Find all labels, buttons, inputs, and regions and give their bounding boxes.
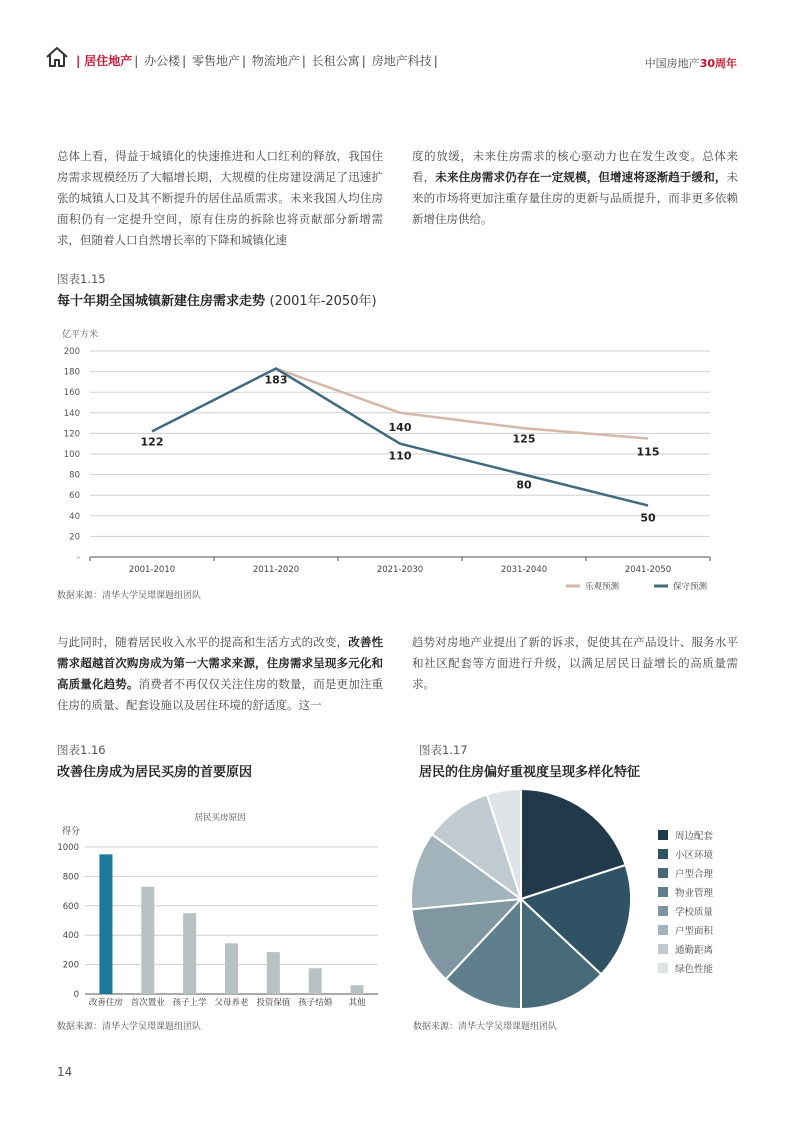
x-tick-label: 改善住房 <box>88 998 123 1008</box>
data-label: 183 <box>264 373 288 387</box>
legend-label: 户型面积 <box>675 925 714 937</box>
legend-item <box>658 882 713 901</box>
bar <box>99 854 112 994</box>
page-number: 14 <box>57 1065 73 1079</box>
y-tick-label: 1000 <box>57 843 79 853</box>
y-tick-label: 180 <box>63 367 80 378</box>
para1-col2-text-a: 度的放缓，未来住房需求的核心驱动力也在发生改变。总体来看， <box>412 149 738 184</box>
y-axis-label: 得分 <box>62 827 81 837</box>
fig116-source: 数据来源：清华大学吴璟课题组团队 <box>57 1022 202 1032</box>
home-icon[interactable] <box>45 45 69 69</box>
y-tick-label: 800 <box>62 872 79 883</box>
legend-label: 绿色性能 <box>675 963 714 975</box>
data-label: 50 <box>640 511 656 525</box>
para2-col1-text-b: 消费者不再仅仅关注住房的数量，而是更加注重住房的质量、配套设施以及居住环境的舒适度。这一 <box>57 677 384 712</box>
bar <box>309 968 322 994</box>
legend-label: 通勤距离 <box>675 944 714 956</box>
legend-label: 小区环境 <box>675 849 714 861</box>
y-tick-label: 40 <box>69 511 80 522</box>
y-tick-label: 200 <box>63 347 80 357</box>
x-tick-label: 2001-2010 <box>128 565 176 575</box>
para1-col2-text-b: 未来的市场将更加注重存量住房的更新与品质提升，而非更多依赖新增住房供给。 <box>412 170 738 226</box>
y-tick-label: 140 <box>63 408 80 419</box>
x-tick-label: 投资保值 <box>256 998 291 1008</box>
legend-swatch <box>658 963 668 973</box>
legend-swatch <box>658 944 668 954</box>
x-tick-label: 孩子上学 <box>172 998 207 1008</box>
legend-item <box>658 939 713 958</box>
anniversary-prefix: 中国房地产 <box>644 57 700 70</box>
x-tick-label: 其他 <box>348 998 366 1008</box>
pie-legend <box>658 825 713 977</box>
fig115-title <box>57 290 377 309</box>
legend-label: 学校质量 <box>675 906 714 918</box>
fig117-title: 居民的住房偏好重视度呈现多样化特征 <box>419 765 641 780</box>
data-label: 140 <box>388 420 412 434</box>
legend-swatch <box>658 906 668 916</box>
para1-col1 <box>57 146 383 251</box>
legend-swatch <box>658 887 668 897</box>
page-header <box>0 0 793 90</box>
y-tick-label: 600 <box>62 901 79 912</box>
para1-col1-text: 总体上看，得益于城镇化的快速推进和人口红利的释放，我国住房需求规模经历了大幅增长期，大规模的住房建设满足了迅速扩张的城镇人口及其不断提升的居住品质需求。未来我国人均住房面积仍有一定提升空间，原有住房的拆除也将贡献部分新增需求，但随着人口自然增长率的下降和城镇化速 <box>57 149 383 247</box>
para1-col2-text-bold: 未来住房需求仍存在一定规模，但增速将逐渐趋于缓和， <box>435 170 727 184</box>
y-tick-label: 20 <box>69 532 80 543</box>
y-tick-label: 160 <box>63 388 80 399</box>
nav-item-residential[interactable]: 居住地产 <box>84 54 133 68</box>
y-tick-label: 120 <box>63 429 80 440</box>
bar <box>183 913 196 994</box>
nav-item-logistics[interactable]: 物流地产 <box>251 54 300 68</box>
legend-swatch <box>658 849 668 859</box>
fig117-number: 图表1.17 <box>419 743 468 757</box>
anniversary-label <box>645 55 737 71</box>
bar <box>225 943 238 994</box>
fig115-title-main: 每十年期全国城镇新建住房需求走势 <box>57 294 266 309</box>
line-chart <box>0 320 793 595</box>
y-tick-label: 80 <box>69 470 80 481</box>
para2-col2-text: 趋势对房地产业提出了新的诉求，促使其在产品设计、服务水平和社区配套等方面进行升级，以满足居民日益增长的高质量需求。 <box>412 635 738 691</box>
legend-item <box>658 863 713 882</box>
bar <box>267 952 280 994</box>
x-tick-label: 2021-2030 <box>376 565 424 575</box>
fig117-source: 数据来源：清华大学吴璟课题组团队 <box>413 1022 558 1032</box>
fig116-number: 图表1.16 <box>57 743 106 757</box>
data-label: 115 <box>636 445 660 459</box>
pie-chart <box>405 785 635 1015</box>
y-tick-label: 100 <box>63 450 80 460</box>
bar <box>351 985 364 994</box>
y-tick-label: 200 <box>62 960 79 971</box>
nav-item-office[interactable]: 办公楼 <box>144 54 181 68</box>
x-tick-label: 父母养老 <box>214 998 249 1008</box>
data-label: 80 <box>516 478 532 492</box>
anniversary-highlight: 30周年 <box>699 57 737 70</box>
x-tick-label: 2011-2020 <box>252 565 300 575</box>
legend-swatch <box>658 830 668 840</box>
legend-label: 物业管理 <box>675 887 714 899</box>
fig115-number: 图表1.15 <box>57 272 106 286</box>
series-line-conservative <box>152 369 648 506</box>
bar <box>141 887 154 994</box>
legend-swatch <box>658 925 668 935</box>
x-tick-label: 2031-2040 <box>500 565 548 575</box>
para1-col2 <box>412 146 738 230</box>
y-axis-unit-label: 亿平方米 <box>62 330 99 340</box>
bar-chart <box>0 800 400 1015</box>
nav-item-retail[interactable]: 零售地产 <box>192 54 241 68</box>
nav-item-proptech[interactable]: 房地产科技 <box>371 54 432 68</box>
legend-label: 户型合理 <box>675 868 714 880</box>
data-label: 110 <box>388 449 412 463</box>
section-nav: | 居住地产 | 办公楼 | 零售地产 | 物流地产 | 长租公寓 | 房地产科技 | <box>76 54 438 68</box>
legend-item <box>658 901 713 920</box>
y-tick-label: - <box>76 553 80 563</box>
data-label: 122 <box>140 435 164 449</box>
nav-item-rental[interactable]: 长租公寓 <box>311 54 360 68</box>
legend-item <box>658 920 713 939</box>
x-tick-label: 首次置业 <box>130 998 165 1008</box>
y-tick-label: 0 <box>73 990 79 1000</box>
legend-item <box>658 958 713 977</box>
para2-col1-text-a: 与此同时，随着居民收入水平的提高和生活方式的改变， <box>57 635 349 649</box>
fig115-source: 数据来源：清华大学吴璟课题组团队 <box>57 591 202 601</box>
bar-chart-title: 居民买房原因 <box>194 813 246 823</box>
para2-col2 <box>412 632 738 695</box>
data-label: 125 <box>512 432 536 446</box>
fig115-title-suffix: (2001年-2050年) <box>269 294 377 309</box>
legend-swatch <box>658 868 668 878</box>
para2-col1-text-bold: 改善性需求超越首次购房成为第一大需求来源，住房需求呈现多元化和高质量化趋势。 <box>57 635 383 691</box>
y-tick-label: 60 <box>69 491 80 502</box>
legend-label: 周边配套 <box>675 830 714 842</box>
legend-label: 保守预测 <box>673 582 708 592</box>
x-tick-label: 孩子结婚 <box>298 998 333 1008</box>
fig116-title: 改善住房成为居民买房的首要原因 <box>57 765 253 780</box>
para2-col1 <box>57 632 383 716</box>
y-tick-label: 400 <box>62 931 79 942</box>
legend-label: 乐观预测 <box>585 582 620 592</box>
legend-item <box>658 825 713 844</box>
x-tick-label: 2041-2050 <box>624 565 672 575</box>
legend-item <box>658 844 713 863</box>
